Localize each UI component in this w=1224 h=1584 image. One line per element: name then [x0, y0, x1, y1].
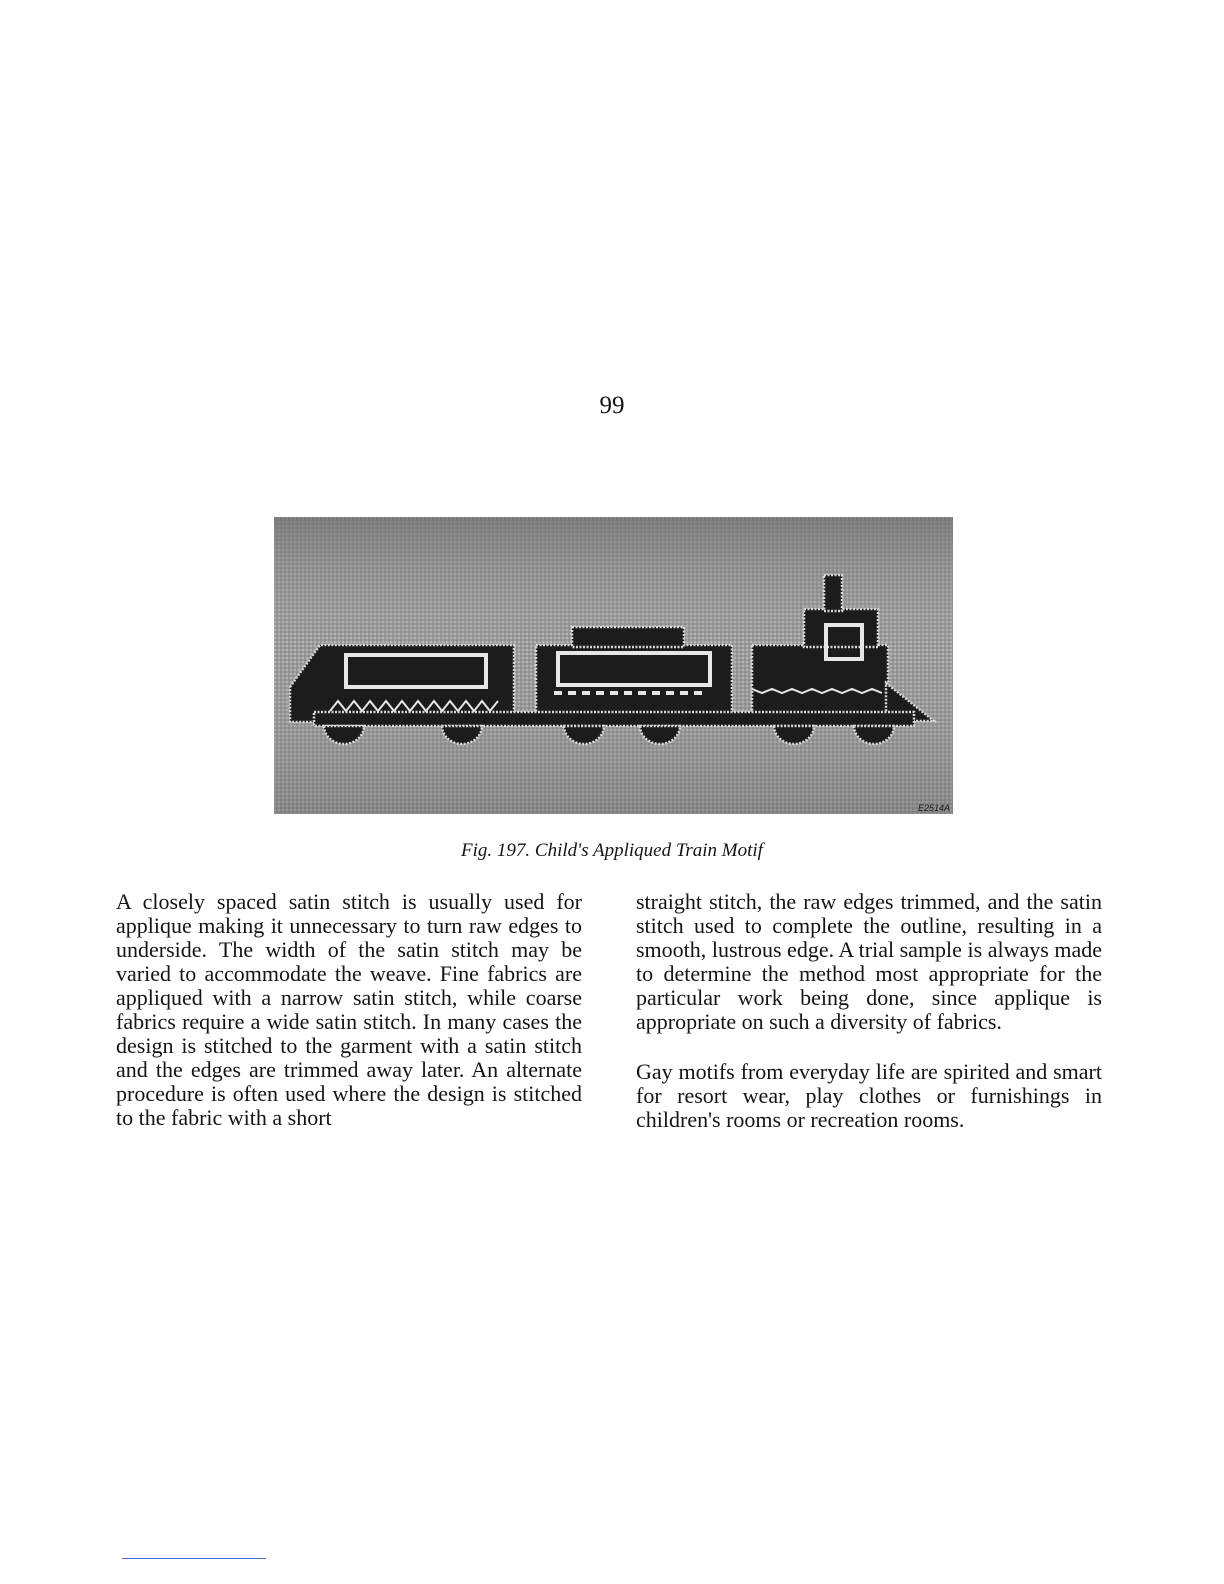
body-right-column: [636, 890, 1102, 1132]
page-number: 99: [599, 392, 625, 419]
footnote-rule: [122, 1558, 266, 1559]
body-paragraph: straight stitch, the raw edges trimmed, and the satin stitch used to complete the outline, resulting in a smooth, lustrous edge. A trial sample is always made to determine the method most appropriate for the particular work being done, since applique is appropriate on such a diversity of fabrics.: [636, 889, 1102, 1034]
body-paragraph: A closely spaced satin stitch is usually used for applique making it unnecessary to turn raw edges to underside. The width of the satin stitch may be varied to accommodate the weave. Fine fabrics are appliqued with a narrow satin stitch, while coarse fabrics require a wide satin stitch. In many cases the design is stitched to the garment with a satin stitch and the edges are trimmed away later. An alternate procedure is often used where the design is stitched to the fabric with a short: [116, 889, 582, 1130]
train-applique-figure: [274, 517, 953, 814]
body-left-column: [116, 890, 582, 1130]
body-paragraph: Gay motifs from everyday life are spirited and smart for resort wear, play clothes or furnishings in children's rooms or recreation rooms.: [636, 1059, 1102, 1132]
figure-plate-code: E2514A: [917, 803, 950, 813]
figure-caption: Fig. 197. Child's Appliqued Train Motif: [461, 840, 763, 861]
